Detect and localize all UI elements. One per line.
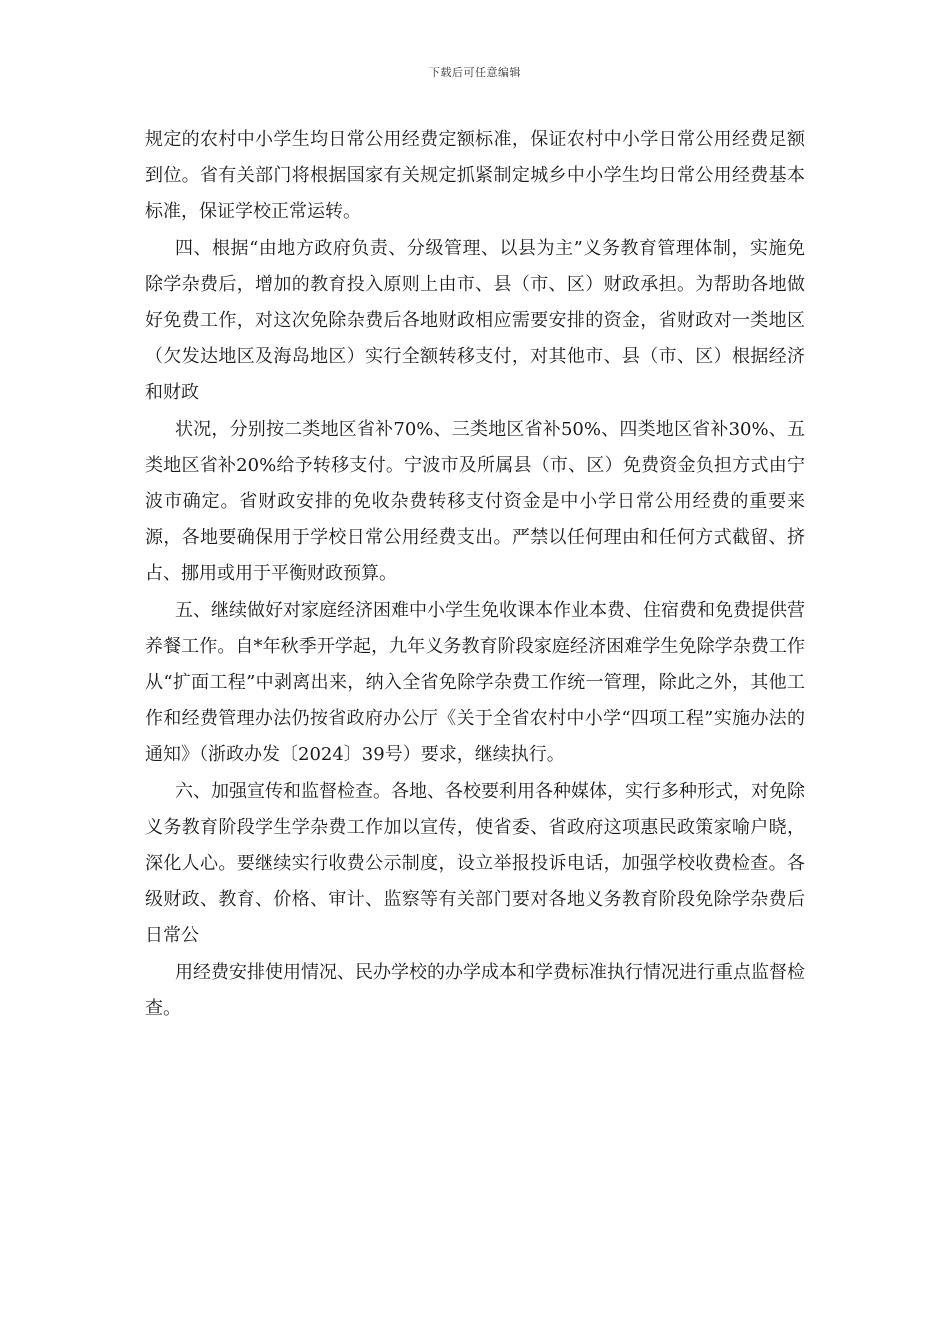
paragraph-2: 四、根据“由地方政府负责、分级管理、以县为主”义务教育管理体制，实施免除学杂费后，增加的教育投入原则上由市、县（市、区）财政承担。为帮助各地做好免费工作，对这次免除杂费后各地财政相应需要安排的资金，省财政对一类地区（欠发达地区及海岛地区）实行全额转移支付，对其他市、县（市、区）根据经济和财政 xyxy=(145,237,805,404)
paragraph-1: 规定的农村中小学生均日常公用经费定额标准，保证农村中小学日常公用经费足额到位。省有关部门将根据国家有关规定抓紧制定城乡中小学生均日常公用经费基本标准，保证学校正常运转。 xyxy=(145,129,805,223)
paragraph-3: 状况，分别按二类地区省补70%、三类地区省补50%、四类地区省补30%、五类地区省补20%给予转移支付。宁波市及所属县（市、区）免费资金负担方式由宁波市确定。省财政安排的免收杂费转移支付资金是中小学日常公用经费的重要来源，各地要确保用于学校日常公用经费支出。严禁以任何理由和任何方式截留、挤占、挪用或用于平衡财政预算。 xyxy=(145,418,805,585)
paragraph-5: 六、加强宣传和监督检查。各地、各校要利用各种媒体，实行多种形式，对免除义务教育阶段学生学杂费工作加以宣传，使省委、省政府这项惠民政策家喻户晓，深化人心。要继续实行收费公示制度，设立举报投诉电话，加强学校收费检查。各级财政、教育、价格、审计、监察等有关部门要对各地义务教育阶段免除学杂费后日常公 xyxy=(145,780,805,947)
document-body xyxy=(145,122,805,1027)
paragraph-4: 五、继续做好对家庭经济困难中小学生免收课本作业本费、住宿费和免费提供营养餐工作。自*年秋季开学起，九年义务教育阶段家庭经济困难学生免除学杂费工作从“扩面工程”中剥离出来，纳入全省免除学杂费工作统一管理，除此之外，其他工作和经费管理办法仍按省政府办公厅《关于全省农村中小学“四项工程”实施办法的通知》（浙政办发〔2024〕39号）要求，继续执行。 xyxy=(145,599,805,766)
paragraph-6: 用经费安排使用情况、民办学校的办学成本和学费标准执行情况进行重点监督检查。 xyxy=(145,961,805,1019)
page-header: 下载后可任意编辑 xyxy=(429,66,521,79)
